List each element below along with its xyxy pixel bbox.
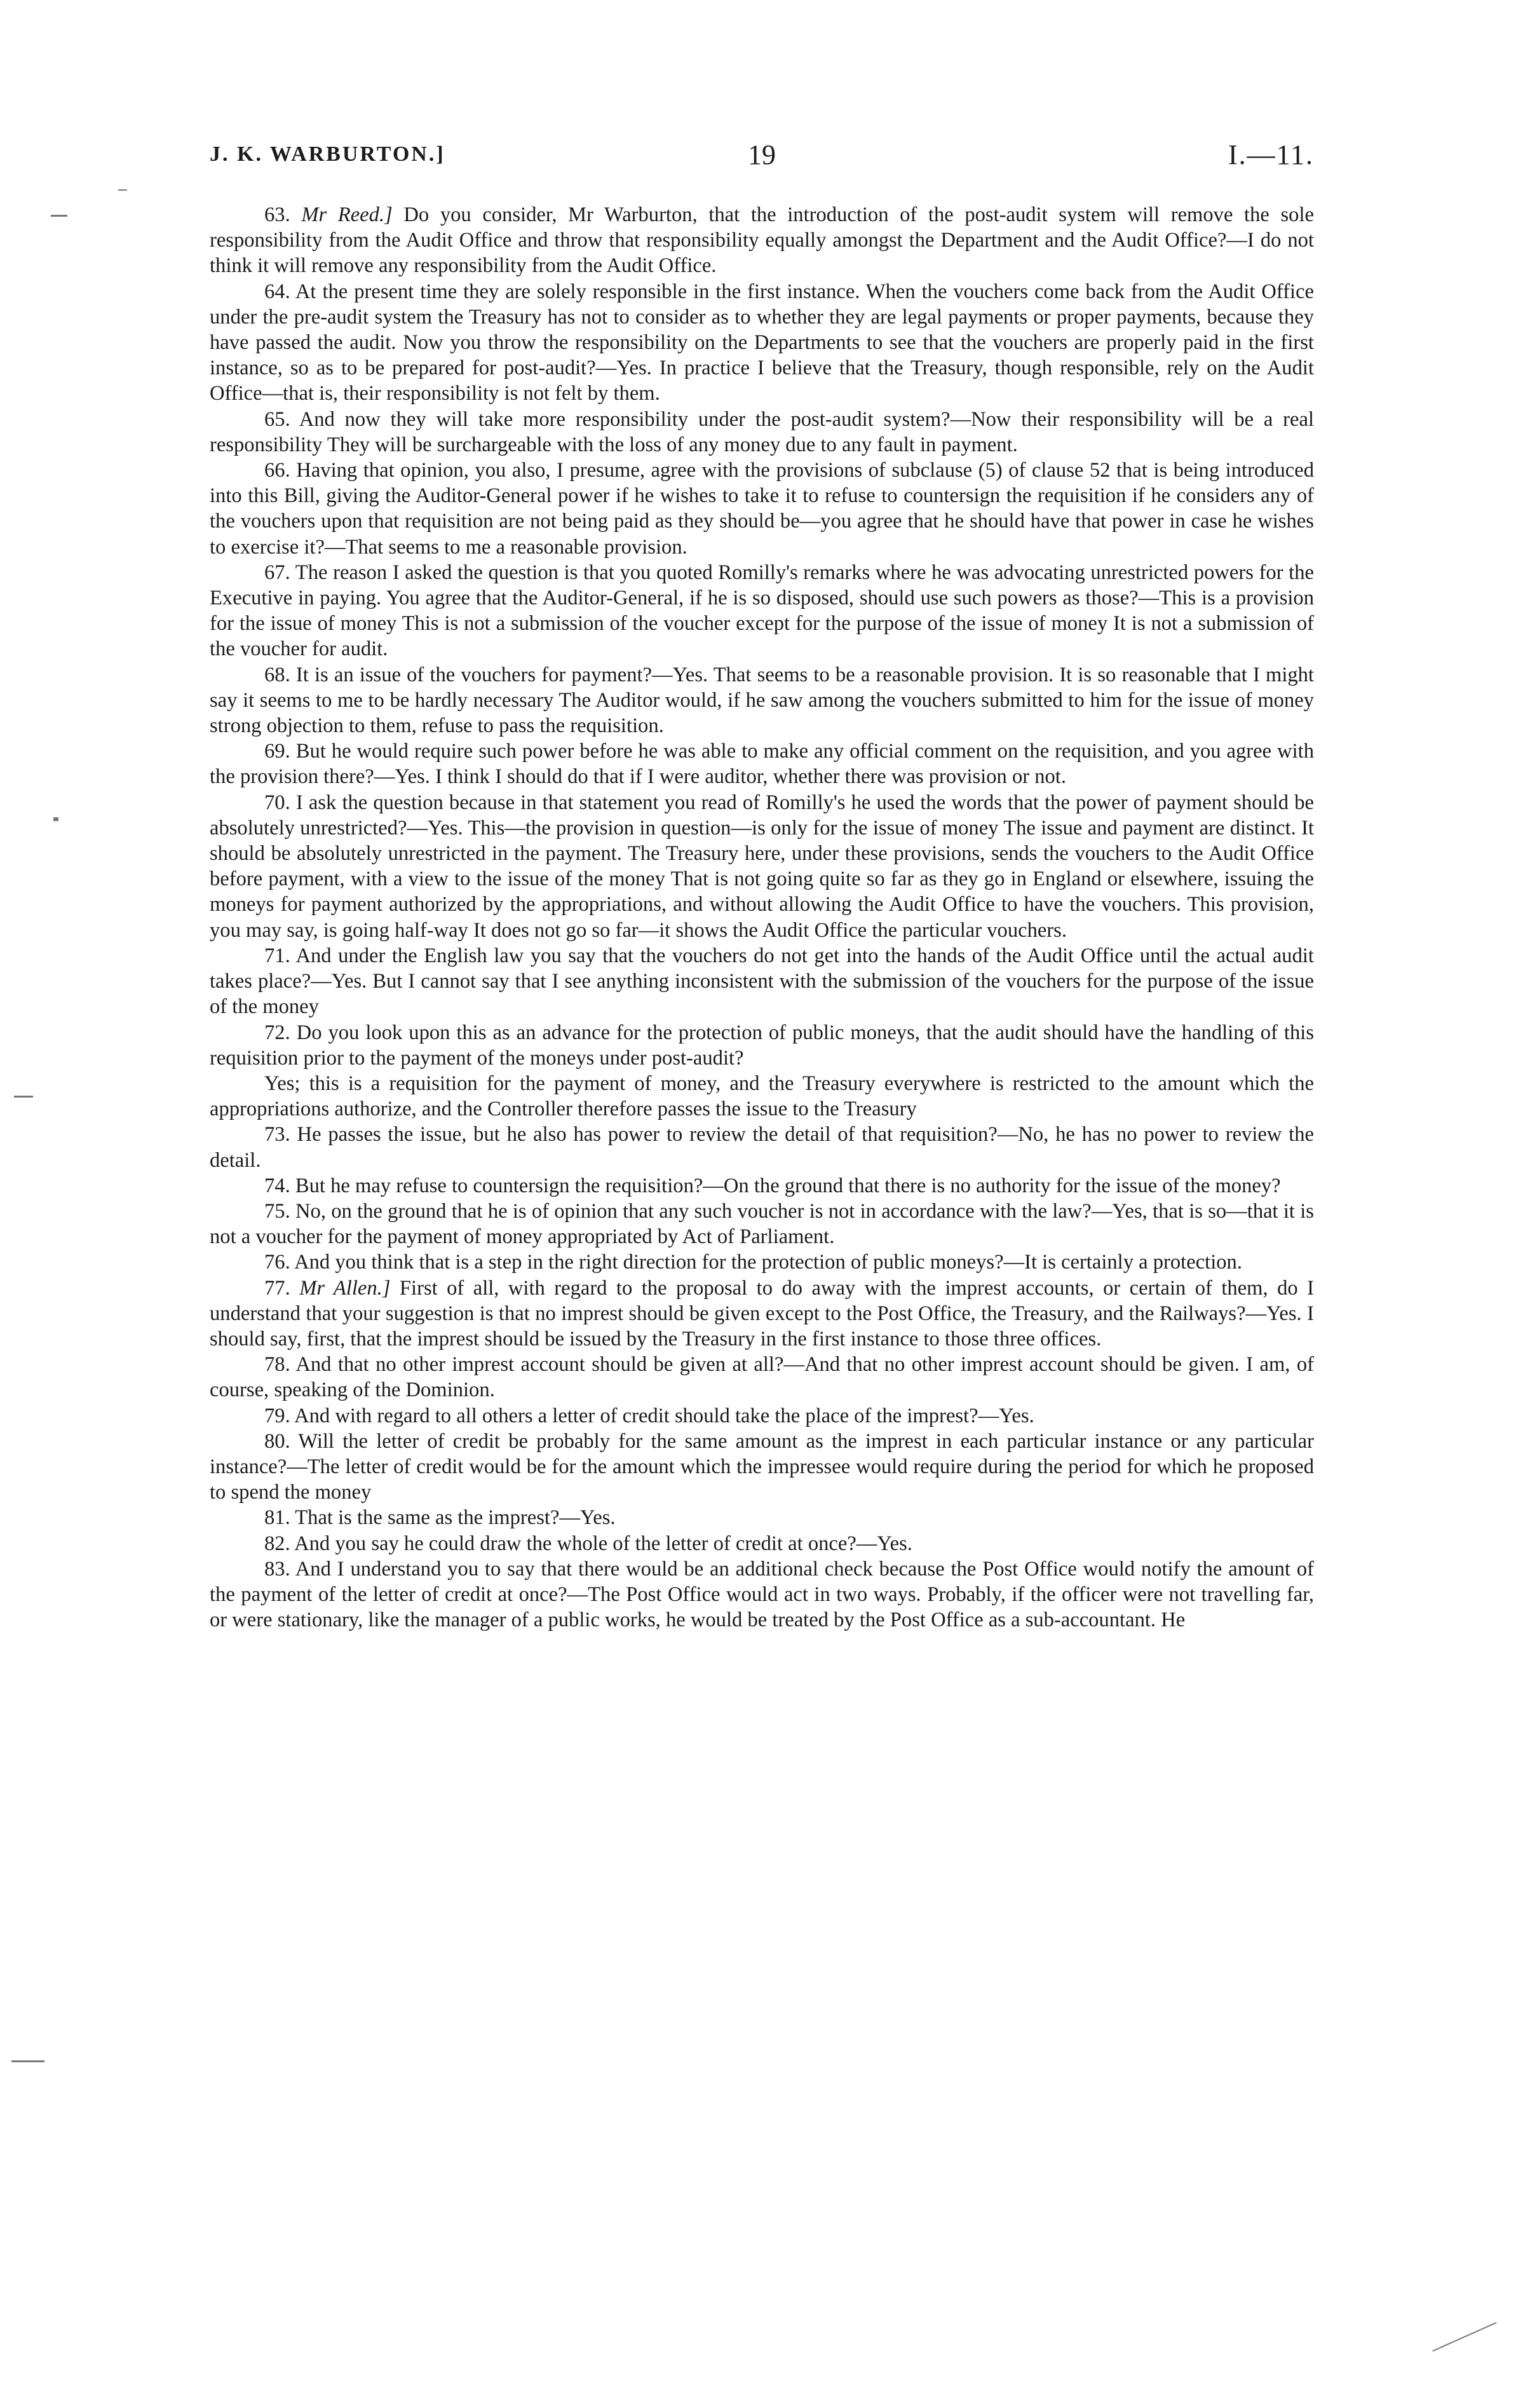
question-number: 74 [264, 1174, 285, 1197]
evidence-paragraph: 77. Mr Allen.] First of all, with regard to the proposal to do away with the imprest accounts, or certain of them, do I understand that your suggestion is that no imprest should be given except to the Post Office, the Treasury, and the Railways?—Yes. I should say, first, that the imprest should be issued by the Treasury in the first instance to those three offices. [210, 1276, 1314, 1350]
evidence-paragraph: 73. He passes the issue, but he also has power to review the detail of that requisition?—No, he has no power to review the detail. [210, 1123, 1314, 1172]
paragraph-text: Do you look upon this as an advance for the protection of public moneys, that the audit should have the handling of this requisition prior to the payment of the moneys under post-audit? [210, 1021, 1314, 1070]
page-number: 19 [748, 139, 776, 170]
evidence-paragraph: 69. But he would require such power before he was able to make any official comment on the requisition, and you agree with the provision there?—Yes. I think I should do that if I were auditor, whether there was provision or not. [210, 740, 1314, 789]
evidence-paragraph: 76. And you think that is a step in the right direction for the protection of public moneys?—It is certainly a protection. [264, 1251, 1242, 1274]
page-header [210, 139, 1314, 177]
paragraph-text: Will the letter of credit be probably for the same amount as the imprest in each particular instance or any particular instance?—The letter of credit would be for the amount which the impressee would require during the period for which he proposed to spend the money [210, 1429, 1314, 1504]
paragraph-text: And under the English law you say that the vouchers do not get into the hands of the Audit Office until the actual audit takes place?—Yes. But I cannot say that I see anything inconsistent with the submission of the vouchers for the purpose of the issue of the money [210, 944, 1314, 1019]
paragraph-text: It is an issue of the vouchers for payment?—Yes. That seems to be a reasonable provision. It is so reasonable that I might say it seems to me to be hardly necessary The Auditor would, if he saw among the vouchers submitted to him for the issue of money strong objection to them, refuse to pass the requisition. [210, 663, 1314, 738]
paragraph-text: First of all, with regard to the proposal to do away with the imprest accounts, or certain of them, do I understand that your suggestion is that no imprest should be given except to the Post Office, the Treasury, and the Railways?—Yes. I should say, first, that the imprest should be issued by the Treasury in the first instance to those three offices. [210, 1276, 1314, 1350]
paragraph-text: No, on the ground that he is of opinion that any such voucher is not in accordance with the law?—Yes, that is so—that it is not a voucher for the payment of money appropriated by Act of Parliament. [210, 1199, 1314, 1249]
evidence-paragraph: 67. The reason I asked the question is that you quoted Romilly's remarks where he was advocating unrestricted powers for the Executive in paying. You agree that the Auditor-General, if he is so disposed, should use such powers as those?—This is a provision for the issue of money This is not a submission of the voucher except for the purpose of the issue of money It is not a submission of the voucher for audit. [210, 561, 1315, 661]
evidence-paragraph [210, 1071, 1314, 1122]
paragraph-text: Yes; this is a requisition for the payment of money, and the Treasury everywhere is restricted to the amount which the appropriations authorize, and the Controller therefore passes the issue to the Treasury [210, 1071, 1314, 1121]
paragraph-text: At the present time they are solely responsible in the first instance. When the vouchers come back from the Audit Office under the pre-audit system the Treasury has not to consider as to whether they are legal payments or proper payments, because they have passed the audit. Now you throw the responsibility on the Departments to see that the vouchers are properly paid in the first instance, so as to be prepared for post-audit?—Yes. In practice I believe that the Treasury, though responsible, rely on the Audit Office—that is, their responsibility is not felt by them. [210, 280, 1314, 405]
evidence-paragraph: 78. And that no other imprest account should be given at all?—And that no other imprest account should be given. I am, of course, speaking of the Dominion. [210, 1353, 1314, 1402]
question-number: 67 [264, 561, 285, 584]
paragraph-text: The reason I asked the question is that you quoted Romilly's remarks where he was advocating unrestricted powers for the Executive in paying. You agree that the Auditor-General, if he is so disposed, should use such powers as those?—This is a provision for the issue of money This is not a submission of the voucher except for the purpose of the issue of money It is not a submission of the voucher for audit. [210, 561, 1315, 661]
evidence-paragraph: 79. And with regard to all others a letter of credit should take the place of the imprest?—Yes. [264, 1404, 1034, 1427]
margin-mark [14, 1096, 33, 1098]
witness-name: J. K. WARBURTON.] [210, 142, 445, 166]
question-number: 73 [264, 1123, 285, 1146]
question-number: 80 [264, 1429, 285, 1453]
evidence-paragraph: 72. Do you look upon this as an advance for the protection of public moneys, that the audit should have the handling of this requisition prior to the payment of the moneys under post-audit? [210, 1021, 1314, 1070]
speaker-name: Mr Allen.] [299, 1276, 391, 1300]
question-number: 65 [264, 407, 285, 431]
document-reference: I.—11. [1228, 139, 1314, 170]
paragraph-text: And I understand you to say that there would be an additional check because the Post Office would notify the amount of the payment of the letter of credit at once?—The Post Office would act in two ways. Probably, if the officer were not travelling far, or were stationary, like the manager of a public works, he would be treated by the Post Office as a sub-accountant. He [210, 1557, 1314, 1632]
paragraph-text: That is the same as the imprest?—Yes. [295, 1506, 616, 1530]
evidence-paragraph: 64. At the present time they are solely responsible in the first instance. When the vouchers come back from the Audit Office under the pre-audit system the Treasury has not to consider as to whether they are legal payments or proper payments, because they have passed the audit. Now you throw the responsibility on the Departments to see that the vouchers are properly paid in the first instance, so as to be prepared for post-audit?—Yes. In practice I believe that the Treasury, though responsible, rely on the Audit Office—that is, their responsibility is not felt by them. [210, 280, 1314, 405]
evidence-paragraph: 83. And I understand you to say that there would be an additional check because the Post Office would notify the amount of the payment of the letter of credit at once?—The Post Office would act in two ways. Probably, if the officer were not travelling far, or were stationary, like the manager of a public works, he would be treated by the Post Office as a sub-accountant. He [210, 1557, 1314, 1632]
question-number: 69 [264, 740, 285, 763]
question-number: 64 [264, 280, 285, 303]
evidence-paragraph: 66. Having that opinion, you also, I presume, agree with the provisions of subclause (5) of clause 52 that is being introduced into this Bill, giving the Auditor-General power if he wishes to take it to refuse to countersign the requisition if he considers any of the vouchers upon that requisition are not being paid as they should be—you agree that he should have that power in case he wishes to exercise it?—That seems to me a reasonable provision. [210, 459, 1315, 559]
paragraph-text: I ask the question because in that statement you read of Romilly's he used the words that the power of payment should be absolutely unrestricted?—Yes. This—the provision in question—is only for the issue of money The issue and payment are distinct. It should be absolutely unrestricted in the payment. The Treasury here, under these provisions, sends the vouchers to the Audit Office before payment, with a view to the issue of the money That is not going quite so far as they go in England or elsewhere, issuing the moneys for payment authorized by the appropriations, and without allowing the Audit Office to have the vouchers. This provision, you may say, is going half-way It does not go so far—it shows the Audit Office the particular vouchers. [210, 791, 1314, 942]
evidence-paragraph: 68. It is an issue of the vouchers for payment?—Yes. That seems to be a reasonable provision. It is so reasonable that I might say it seems to me to be hardly necessary The Auditor would, if he saw among the vouchers submitted to him for the issue of money strong objection to them, refuse to pass the requisition. [210, 663, 1314, 738]
evidence-paragraph: 75. No, on the ground that he is of opinion that any such voucher is not in accordance with the law?—Yes, that is so—that it is not a voucher for the payment of money appropriated by Act of Parliament. [210, 1199, 1314, 1249]
question-number: 76 [264, 1251, 285, 1274]
paragraph-text: Having that opinion, you also, I presume, agree with the provisions of subclause (5) of clause 52 that is being introduced into this Bill, giving the Auditor-General power if he wishes to take it to refuse to countersign the requisition if he considers any of the vouchers upon that requisition are not being paid as they should be—you agree that he should have that power in case he wishes to exercise it?—That seems to me a reasonable provision. [210, 459, 1315, 559]
question-number: 72 [264, 1021, 285, 1044]
question-number: 83 [264, 1557, 285, 1581]
question-number: 79 [264, 1404, 285, 1427]
paragraph-text: And you think that is a step in the right direction for the protection of public moneys?—It is certainly a protection. [294, 1251, 1242, 1274]
evidence-paragraph: 70. I ask the question because in that statement you read of Romilly's he used the words that the power of payment should be absolutely unrestricted?—Yes. This—the provision in question—is only for the issue of money The issue and payment are distinct. It should be absolutely unrestricted in the payment. The Treasury here, under these provisions, sends the vouchers to the Audit Office before payment, with a view to the issue of the money That is not going quite so far as they go in England or elsewhere, issuing the moneys for payment authorized by the appropriations, and without allowing the Audit Office to have the vouchers. This provision, you may say, is going half-way It does not go so far—it shows the Audit Office the particular vouchers. [210, 791, 1314, 942]
margin-mark [53, 817, 58, 821]
speaker-name: Mr Reed.] [301, 203, 393, 226]
paragraph-text: And that no other imprest account should be given at all?—And that no other imprest account should be given. I am, of course, speaking of the Dominion. [210, 1353, 1314, 1402]
minutes-of-evidence [210, 202, 1314, 1633]
margin-mark [51, 215, 67, 217]
evidence-paragraph: 80. Will the letter of credit be probably for the same amount as the imprest in each particular instance or any particular instance?—The letter of credit would be for the amount which the impressee would require during the period for which he proposed to spend the money [210, 1429, 1314, 1504]
paragraph-text: And you say he could draw the whole of the letter of credit at once?—Yes. [294, 1532, 912, 1555]
evidence-paragraph: 74. But he may refuse to countersign the requisition?—On the ground that there is no authority for the issue of the money? [264, 1174, 1281, 1197]
paragraph-text: And with regard to all others a letter of credit should take the place of the imprest?—Yes. [294, 1404, 1034, 1427]
paragraph-text: Do you consider, Mr Warburton, that the introduction of the post-audit system will remove the sole responsibility from the Audit Office and throw that responsibility equally amongst the Department and the Audit Office?—I do not think it will remove any responsibility from the Audit Office. [210, 203, 1314, 278]
paragraph-text: But he may refuse to countersign the requisition?—On the ground that there is no authority for the issue of the money? [295, 1174, 1281, 1197]
question-number: 66 [264, 459, 285, 482]
paragraph-text: And now they will take more responsibility under the post-audit system?—Now their responsibility will be a real responsibility They will be surchargeable with the loss of any money due to any fault in payment. [210, 407, 1315, 456]
question-number: 81 [264, 1506, 285, 1530]
evidence-paragraph: 63. Mr Reed.] Do you consider, Mr Warburton, that the introduction of the post-audit system will remove the sole responsibility from the Audit Office and throw that responsibility equally amongst the Department and the Audit Office?—I do not think it will remove any responsibility from the Audit Office. [210, 203, 1314, 278]
evidence-paragraph: 81. That is the same as the imprest?—Yes. [264, 1506, 616, 1530]
paragraph-text: But he would require such power before he was able to make any official comment on the requisition, and you agree with the provision there?—Yes. I think I should do that if I were auditor, whether there was provision or not. [210, 740, 1314, 789]
margin-mark [1432, 2322, 1496, 2352]
question-number: 71 [264, 944, 285, 967]
question-number: 78 [264, 1353, 285, 1377]
evidence-paragraph: 65. And now they will take more responsibility under the post-audit system?—Now their responsibility will be a real responsibility They will be surchargeable with the loss of any money due to any fault in payment. [210, 407, 1315, 456]
question-number: 68 [264, 663, 285, 686]
margin-mark [11, 2060, 44, 2062]
question-number: 63 [264, 203, 285, 226]
margin-mark [118, 189, 127, 191]
paragraph-text: He passes the issue, but he also has power to review the detail of that requisition?—No, he has no power to review the detail. [210, 1123, 1314, 1172]
question-number: 70 [264, 791, 285, 814]
question-number: 77 [264, 1276, 285, 1300]
question-number: 75 [264, 1199, 285, 1223]
evidence-paragraph: 71. And under the English law you say that the vouchers do not get into the hands of the Audit Office until the actual audit takes place?—Yes. But I cannot say that I see anything inconsistent with the submission of the vouchers for the purpose of the issue of the money [210, 944, 1314, 1019]
question-number: 82 [264, 1532, 285, 1555]
evidence-paragraph: 82. And you say he could draw the whole of the letter of credit at once?—Yes. [264, 1532, 912, 1555]
